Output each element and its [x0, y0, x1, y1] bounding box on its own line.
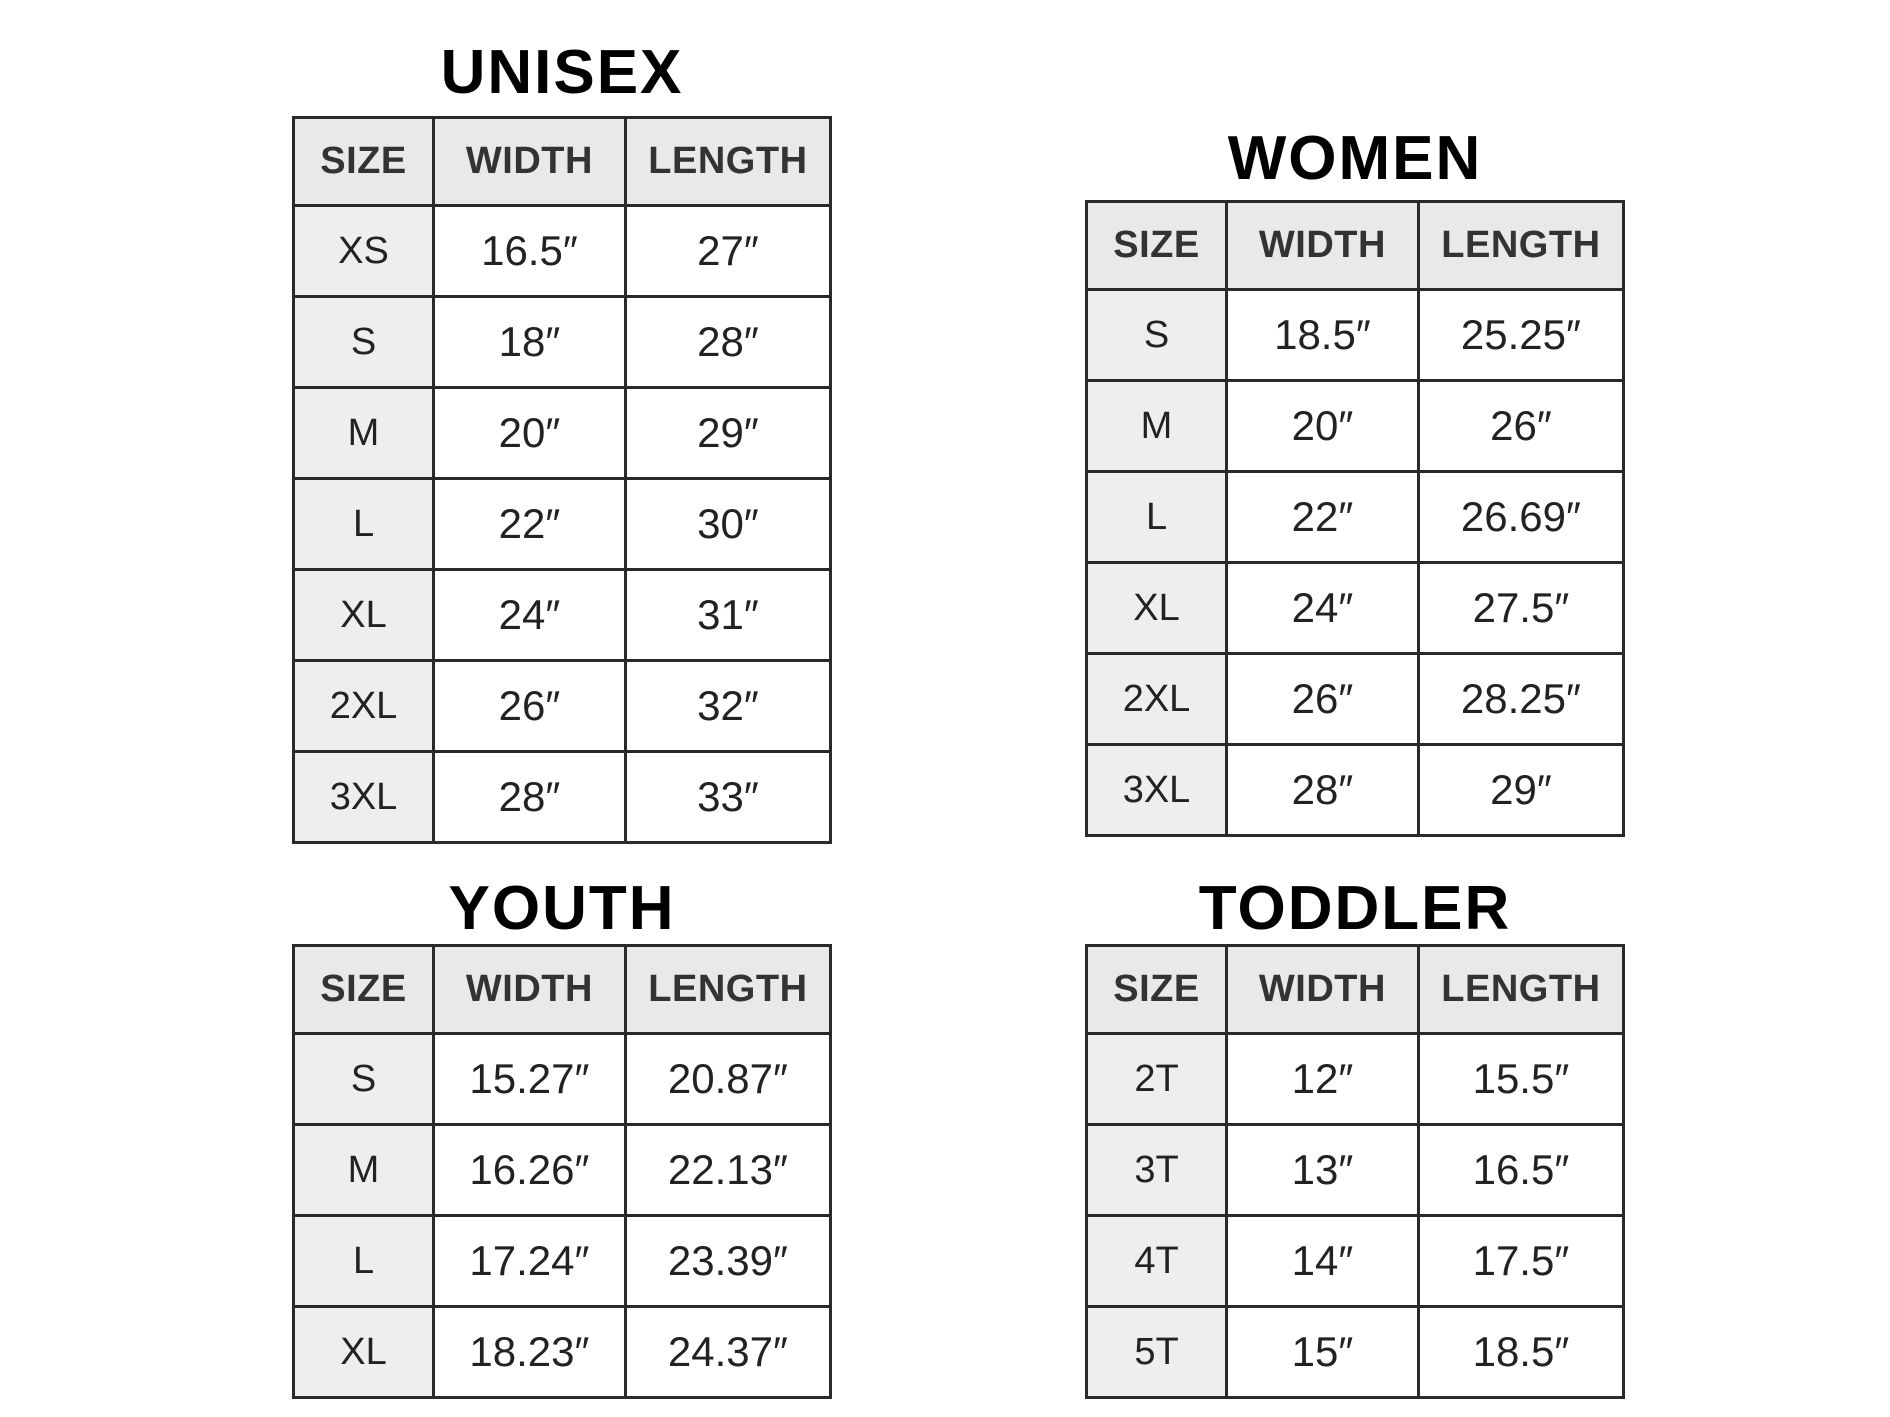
length-cell: 33″ [625, 752, 830, 843]
size-column-header: SIZE [1087, 946, 1227, 1034]
women-size-table [1085, 200, 1625, 837]
table-row [294, 206, 831, 297]
table-row [1087, 1216, 1624, 1307]
length-column-header: LENGTH [625, 946, 830, 1034]
length-cell: 17.5″ [1418, 1216, 1623, 1307]
length-cell: 27.5″ [1418, 563, 1623, 654]
table-row [294, 1034, 831, 1125]
width-cell: 13″ [1227, 1125, 1419, 1216]
length-column-header: LENGTH [625, 118, 830, 206]
size-column-header: SIZE [1087, 202, 1227, 290]
width-cell: 15.27″ [434, 1034, 626, 1125]
table-row [1087, 1307, 1624, 1398]
youth-chart-title: YOUTH [448, 874, 676, 943]
width-column-header: WIDTH [434, 118, 626, 206]
youth-size-table [292, 944, 832, 1399]
width-column-header: WIDTH [1227, 946, 1419, 1034]
size-cell: 4T [1087, 1216, 1227, 1307]
length-cell: 30″ [625, 479, 830, 570]
size-cell: XS [294, 206, 434, 297]
length-cell: 18.5″ [1418, 1307, 1623, 1398]
table-header-row [1087, 946, 1624, 1034]
width-cell: 22″ [1227, 472, 1419, 563]
size-cell: M [294, 388, 434, 479]
table-row [1087, 472, 1624, 563]
width-cell: 28″ [1227, 745, 1419, 836]
size-cell: XL [294, 570, 434, 661]
size-cell: L [294, 1216, 434, 1307]
width-cell: 20″ [434, 388, 626, 479]
size-cell: S [1087, 290, 1227, 381]
width-cell: 16.5″ [434, 206, 626, 297]
width-cell: 18.5″ [1227, 290, 1419, 381]
width-cell: 17.24″ [434, 1216, 626, 1307]
length-cell: 29″ [625, 388, 830, 479]
width-cell: 24″ [434, 570, 626, 661]
table-row [294, 570, 831, 661]
size-column-header: SIZE [294, 946, 434, 1034]
table-row [294, 388, 831, 479]
table-row [1087, 654, 1624, 745]
table-row [294, 297, 831, 388]
width-column-header: WIDTH [434, 946, 626, 1034]
width-cell: 22″ [434, 479, 626, 570]
size-cell: 3XL [1087, 745, 1227, 836]
length-cell: 24.37″ [625, 1307, 830, 1398]
table-header-row [1087, 202, 1624, 290]
size-cell: XL [1087, 563, 1227, 654]
length-cell: 28.25″ [1418, 654, 1623, 745]
width-cell: 20″ [1227, 381, 1419, 472]
width-cell: 24″ [1227, 563, 1419, 654]
toddler-size-table [1085, 944, 1625, 1399]
length-cell: 32″ [625, 661, 830, 752]
length-cell: 31″ [625, 570, 830, 661]
width-cell: 26″ [434, 661, 626, 752]
width-cell: 14″ [1227, 1216, 1419, 1307]
length-cell: 16.5″ [1418, 1125, 1623, 1216]
table-row [1087, 563, 1624, 654]
length-cell: 28″ [625, 297, 830, 388]
toddler-chart-title: TODDLER [1198, 874, 1512, 943]
table-row [294, 1216, 831, 1307]
width-cell: 12″ [1227, 1034, 1419, 1125]
width-column-header: WIDTH [1227, 202, 1419, 290]
table-row [294, 479, 831, 570]
length-cell: 15.5″ [1418, 1034, 1623, 1125]
size-cell: 3T [1087, 1125, 1227, 1216]
size-column-header: SIZE [294, 118, 434, 206]
table-header-row [294, 118, 831, 206]
length-column-header: LENGTH [1418, 202, 1623, 290]
width-cell: 18.23″ [434, 1307, 626, 1398]
women-chart-title: WOMEN [1227, 124, 1483, 193]
size-cell: 2T [1087, 1034, 1227, 1125]
size-cell: S [294, 1034, 434, 1125]
size-cell: L [294, 479, 434, 570]
size-cell: XL [294, 1307, 434, 1398]
length-cell: 27″ [625, 206, 830, 297]
length-cell: 23.39″ [625, 1216, 830, 1307]
length-cell: 22.13″ [625, 1125, 830, 1216]
length-cell: 25.25″ [1418, 290, 1623, 381]
width-cell: 16.26″ [434, 1125, 626, 1216]
table-row [294, 752, 831, 843]
table-header-row [294, 946, 831, 1034]
size-cell: 2XL [1087, 654, 1227, 745]
table-row [1087, 1034, 1624, 1125]
table-row [294, 661, 831, 752]
width-cell: 26″ [1227, 654, 1419, 745]
table-row [1087, 745, 1624, 836]
width-cell: 15″ [1227, 1307, 1419, 1398]
width-cell: 28″ [434, 752, 626, 843]
length-cell: 20.87″ [625, 1034, 830, 1125]
length-cell: 26″ [1418, 381, 1623, 472]
length-cell: 26.69″ [1418, 472, 1623, 563]
unisex-size-table [292, 116, 832, 844]
table-row [294, 1125, 831, 1216]
table-row [294, 1307, 831, 1398]
size-cell: 3XL [294, 752, 434, 843]
table-row [1087, 381, 1624, 472]
size-cell: L [1087, 472, 1227, 563]
width-cell: 18″ [434, 297, 626, 388]
length-cell: 29″ [1418, 745, 1623, 836]
size-cell: S [294, 297, 434, 388]
table-row [1087, 1125, 1624, 1216]
size-cell: 2XL [294, 661, 434, 752]
unisex-chart-title: UNISEX [440, 38, 684, 107]
length-column-header: LENGTH [1418, 946, 1623, 1034]
size-cell: 5T [1087, 1307, 1227, 1398]
table-row [1087, 290, 1624, 381]
size-cell: M [1087, 381, 1227, 472]
size-cell: M [294, 1125, 434, 1216]
